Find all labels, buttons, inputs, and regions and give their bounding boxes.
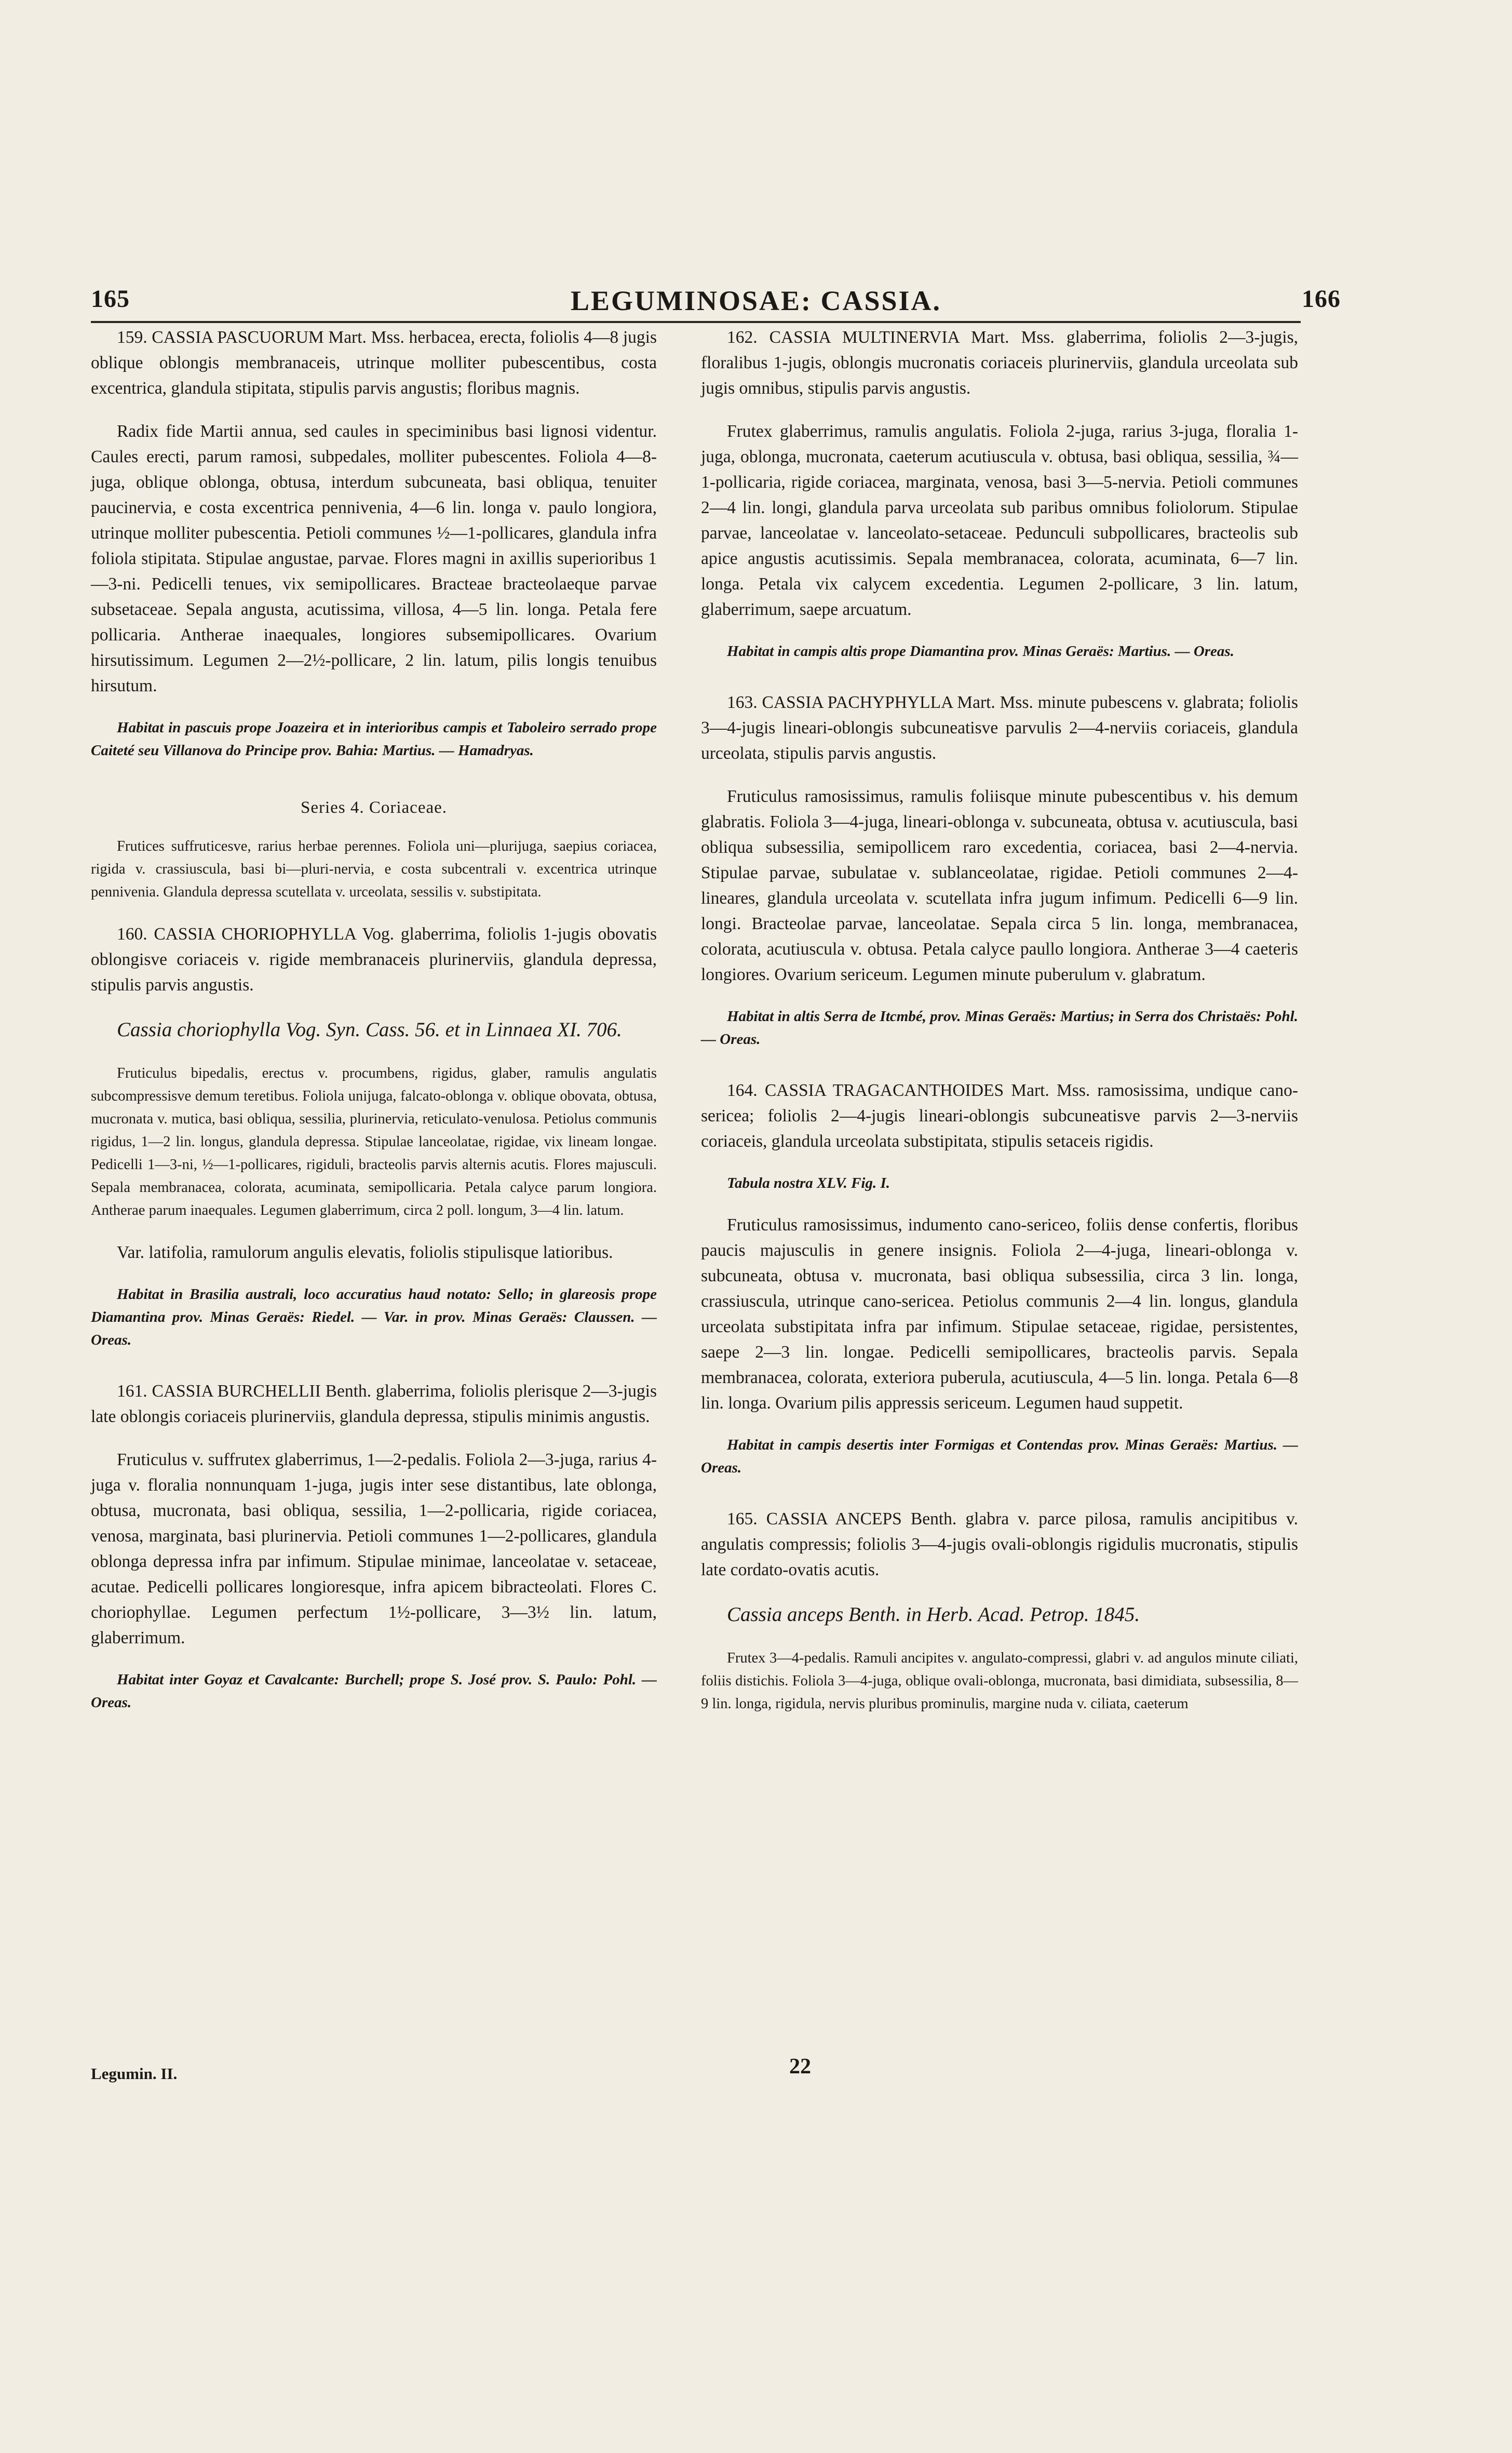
spacer — [701, 1583, 1298, 1600]
spacer — [701, 663, 1298, 690]
spacer — [91, 401, 657, 419]
spacer — [701, 766, 1298, 784]
spacer — [91, 1351, 657, 1378]
left-column-paragraph: Cassia choriophylla Vog. Syn. Cass. 56. et in Linnaea XI. 706. — [117, 1018, 622, 1041]
right-column-paragraph: Frutex 3—4-pedalis. Ramuli ancipites v. angulato-compressi, glabri v. ad angulos minute ciliati, foliis distichis. Foliola 3—4-juga, oblique ovali-oblonga, mucronata, basi dimidiata, subsessilia, 8—9 lin. longa, rigidula, nervis pluribus prominulis, margine nuda v. ciliata, caeterum — [701, 1650, 1298, 1712]
right-column-paragraph: Habitat in campis altis prope Diamantina prov. Minas Geraës: Martius. — Oreas. — [727, 643, 1234, 660]
spacer — [701, 987, 1298, 1005]
spacer — [701, 1154, 1298, 1172]
spacer — [701, 1479, 1298, 1506]
running-title: LEGUMINOSAE: CASSIA. — [570, 285, 942, 316]
spacer — [701, 622, 1298, 640]
right-column-paragraph: 164. CASSIA TRAGACANTHOIDES Mart. Mss. ramosissima, undique cano-sericea; foliolis 2—4-jugis lineari-oblongis subcuneatisve parvis 2—3-nerviis coriaceis, glandula urceolata substipitata, stipulis setaceis rigidis. — [701, 1081, 1298, 1151]
spacer — [91, 1429, 657, 1447]
right-column-paragraph: 163. CASSIA PACHYPHYLLA Mart. Mss. minute pubescens v. glabrata; foliolis 3—4-jugis lineari-oblongis subcuneatisve parvulis 2—4-nerviis coriaceis, glandula urceolata, stipulis parvis angustis. — [701, 693, 1298, 763]
right-column-paragraph: Tabula nostra XLV. Fig. I. — [727, 1175, 890, 1191]
left-column-paragraph: 161. CASSIA BURCHELLII Benth. glaberrima, foliolis plerisque 2—3-jugis late oblongis coriaceis plurinerviis, glandula depressa, stipulis minimis angustis. — [91, 1382, 657, 1426]
left-column-paragraph: Frutices suffruticesve, rarius herbae perennes. Foliola uni—plurijuga, saepius coriacea, rigida v. crassiuscula, basi bi—pluri-nervia, e costa subcentrali v. excentrica utrinque pennivenia. Glandula depressa scutellata v. urceolata, sessilis v. substipitata. — [91, 838, 657, 900]
spacer — [701, 1629, 1298, 1647]
spacer — [91, 699, 657, 716]
page-number-right: 166 — [1302, 285, 1341, 313]
spacer — [91, 998, 657, 1015]
signature-mark: 22 — [789, 2055, 811, 2079]
right-column-paragraph: 162. CASSIA MULTINERVIA Mart. Mss. glaberrima, foliolis 2—3-jugis, floralibus 1-jugis, oblongis mucronatis coriaceis plurinerviis, glandula urceolata sub jugis omnibus, stipulis parvis angustis. — [701, 328, 1298, 398]
left-column-paragraph: Series 4. Coriaceae. — [300, 798, 448, 817]
left-column-paragraph: Fruticulus bipedalis, erectus v. procumbens, rigidus, glaber, ramulis angulatis subcompressisve demum teretibus. Foliola unijuga, falcato-oblonga v. oblique obovata, obtusa, mucronata v. mutica, basi obliqua, sessilia, plurinervia, reticulato-venulosa. Petiolus communis rigidus, 1—2 lin. longus, glandula depressa. Stipulae lanceolatae, rigidae, vix lineam longae. Pedicelli 1—3-ni, ½—1-pollicares, rigiduli, bracteolis parvis alternis acutis. Flores majusculi. Sepala membranacea, colorata, acuminata, semipollicaria. Petala calyce parum longiora. Antherae parum inaequales. Legumen glaberrimum, circa 2 poll. longum, 3—4 lin. latum. — [91, 1065, 657, 1218]
spacer — [91, 1222, 657, 1240]
left-column-paragraph: Habitat inter Goyaz et Cavalcante: Burchell; prope S. José prov. S. Paulo: Pohl. — Oreas. — [91, 1671, 657, 1711]
header-rule — [91, 321, 1301, 323]
spacer — [91, 904, 657, 921]
spacer — [701, 1195, 1298, 1212]
right-column — [701, 325, 1298, 1715]
left-column-paragraph: Fruticulus v. suffrutex glaberrimus, 1—2-pedalis. Foliola 2—3-juga, rarius 4-juga v. floralia nonnunquam 1-juga, jugis inter sese distantibus, late oblonga, obtusa, mucronata, basi obliqua, sessilia, 1—2-pollicaria, rigide coriacea, venosa, marginata, basi plurinervia. Petioli communes 1—2-pollicares, glandula oblonga depressa infra par infimum. Stipulae minimae, lanceolatae v. setaceae, acutae. Pedicelli pollicares longioresque, infra apicem bibracteolati. Flores C. choriophyllae. Legumen perfectum 1½-pollicare, 3—3½ lin. latum, glaberrimum. — [91, 1450, 657, 1647]
left-column-paragraph: Radix fide Martii annua, sed caules in speciminibus basi lignosi videntur. Caules erecti, parum ramosi, subpedales, molliter pubescentes. Foliola 4—8-juga, oblique oblonga, obtusa, interdum subcuneata, basi obliqua, tenuiter paucinervia, e costa excentrica pennivenia, 4—6 lin. longa v. paulo longiora, utrinque molliter pubescentia. Petioli communes ½—1-pollicares, glandula infra foliola stipitata. Stipulae angustae, parvae. Flores magni in axillis superioribus 1—3-ni. Pedicelli tenues, vix semipollicares. Bracteae bracteolaeque parvae subsetaceae. Sepala angusta, acutissima, villosa, 4—5 lin. longa. Petala fere pollicaria. Antherae inaequales, longiores subsemipollicares. Ovarium hirsutissimum. Legumen 2—2½-pollicare, 2 lin. latum, pilis longis tenuibus hirsutum. — [91, 422, 657, 695]
spacer — [91, 1265, 657, 1283]
spacer — [91, 817, 657, 835]
spacer — [91, 1044, 657, 1062]
spacer — [701, 401, 1298, 419]
left-column-paragraph: Var. latifolia, ramulorum angulis elevatis, foliolis stipulisque latioribus. — [117, 1243, 613, 1262]
right-column-paragraph: Habitat in altis Serra de Itcmbé, prov. Minas Geraës: Martius; in Serra dos Christaës: Pohl. — Oreas. — [701, 1008, 1298, 1048]
right-column-paragraph: Cassia anceps Benth. in Herb. Acad. Petrop. 1845. — [727, 1603, 1140, 1626]
left-column — [91, 325, 657, 1714]
left-column-paragraph: 160. CASSIA CHORIOPHYLLA Vog. glaberrima, foliolis 1-jugis obovatis oblongisve coriaceis v. rigide membranaceis plurinerviis, glandula depressa, stipulis parvis angustis. — [91, 924, 657, 995]
right-column-paragraph: 165. CASSIA ANCEPS Benth. glabra v. parce pilosa, ramulis ancipitibus v. angulatis compressis; foliolis 3—4-jugis ovali-oblongis rigidulis mucronatis, stipulis late cordato-ovatis acutis. — [701, 1509, 1298, 1579]
page-number-left: 165 — [91, 285, 130, 313]
right-column-paragraph: Frutex glaberrimus, ramulis angulatis. Foliola 2-juga, rarius 3-juga, floralia 1-juga, oblonga, mucronata, caeterum acutiuscula v. obtusa, basi obliqua, sessilia, ¾—1-pollicaria, rigide coriacea, marginata, venosa, basi 3—5-nervia. Petioli communes 2—4 lin. longi, glandula parva urceolata sub paribus omnibus foliolorum. Stipulae parvae, lanceolatae v. lanceolato-setaceae. Pedunculi subpollicares, bracteolis sub apice angustis acutissimis. Sepala membranacea, colorata, acuminata, 6—7 lin. longa. Petala vix calycem excedentia. Legumen 2-pollicare, 3 lin. latum, glaberrimum, saepe arcuatum. — [701, 422, 1298, 619]
spacer — [91, 1651, 657, 1668]
left-column-paragraph: Habitat in Brasilia australi, loco accuratius haud notato: Sello; in glareosis prope Diamantina prov. Minas Geraës: Riedel. — Var. in prov. Minas Geraës: Claussen. — Oreas. — [91, 1286, 657, 1348]
spacer — [701, 1416, 1298, 1433]
left-column-paragraph: 159. CASSIA PASCUORUM Mart. Mss. herbacea, erecta, foliolis 4—8 jugis oblique oblongis membranaceis, utrinque molliter pubescentibus, costa excentrica, glandula stipitata, stipulis parvis angustis; floribus magnis. — [91, 328, 657, 398]
spacer — [91, 762, 657, 798]
right-column-paragraph: Fruticulus ramosissimus, ramulis foliisque minute pubescentibus v. his demum glabratis. Foliola 3—4-juga, lineari-oblonga v. subcuneata, obtusa v. acutiuscula, basi obliqua subsessilia, semipollicem raro excedentia, coriacea, basi 2—4-nervia. Stipulae parvae, subulatae v. sublanceolatae, rigidae. Petioli communes 2—4-lineares, glandula urceolata v. scutellata infra jugum infimum. Pedicelli 6—9 lin. longi. Bracteolae parvae, lanceolatae. Sepala circa 5 lin. longa, membranacea, colorata, acutiuscula v. obtusa. Petala calyce paullo longiora. Antherae 3—4 caeteris longiores. Ovarium sericeum. Legumen minute puberulum v. glabratum. — [701, 787, 1298, 984]
spacer — [701, 1051, 1298, 1078]
left-column-paragraph: Habitat in pascuis prope Joazeira et in interioribus campis et Taboleiro serrado prope Caiteté seu Villanova do Principe prov. Bahia: Martius. — Hamadryas. — [91, 719, 657, 759]
footer-volume: Legumin. II. — [91, 2065, 178, 2083]
right-column-paragraph: Habitat in campis desertis inter Formigas et Contendas prov. Minas Geraës: Martius. — Oreas. — [701, 1437, 1298, 1476]
right-column-paragraph: Fruticulus ramosissimus, indumento cano-sericeo, foliis dense confertis, floribus paucis majusculis in genere insignis. Foliola 2—4-juga, lineari-oblonga v. subcuneata, obtusa v. mucronata, basi obliqua subsessilia, circa 3 lin. longa, crassiuscula, utrinque cano-sericea. Petiolus communis 2—4 lin. longus, glandula urceolata substipitata infra par infimum. Stipulae setaceae, rigidae, persistentes, saepe 2—3 lin. longae. Pedicelli semipollicares, bracteolis parvis. Sepala membranacea, colorata, exteriora puberula, acutiuscula, 4—5 lin. longa. Petala 6—8 lin. longa. Ovarium pilis appressis sericeum. Legumen haud suppetit. — [701, 1215, 1298, 1413]
